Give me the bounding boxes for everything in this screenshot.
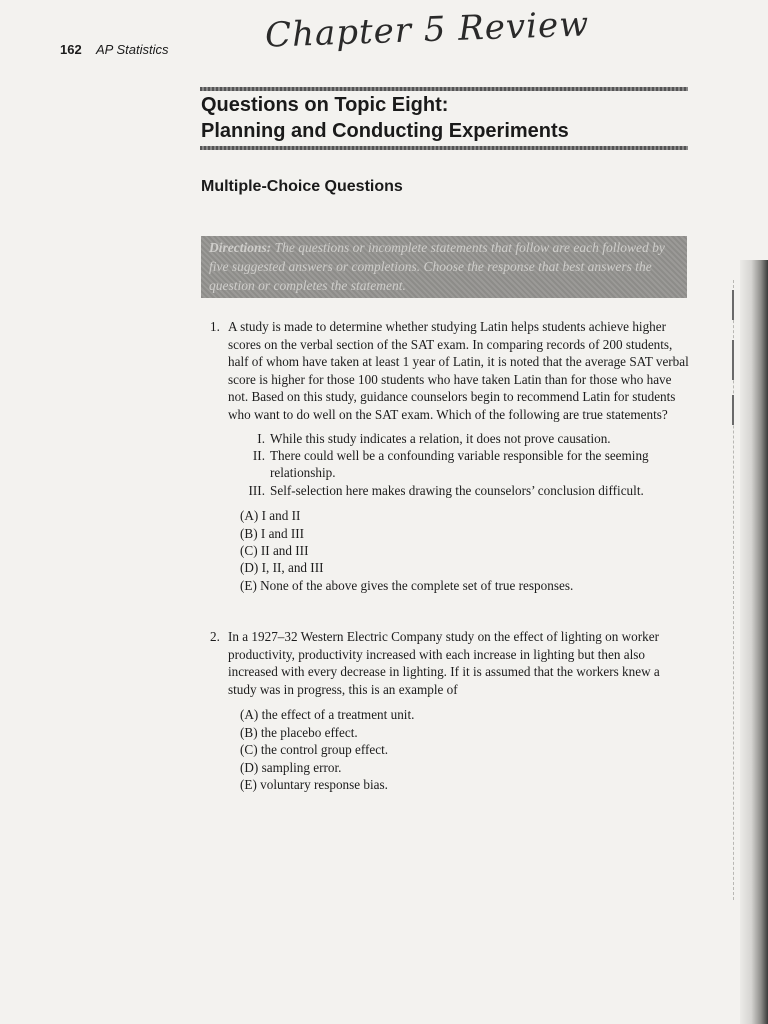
question-number: 1. <box>210 319 220 334</box>
question-1 <box>210 318 690 594</box>
answer-option-c: (C) the control group effect. <box>240 742 389 758</box>
topic-title-line1: Questions on Topic Eight: <box>201 94 449 116</box>
directions-label: Directions: <box>209 240 272 255</box>
statement-label: II. <box>252 447 265 463</box>
statement-label: I. <box>257 430 265 446</box>
statement-label: III. <box>248 482 265 498</box>
answer-option-d: (D) sampling error. <box>240 759 342 775</box>
statement-list <box>242 430 690 500</box>
page-number: 162 <box>60 42 82 57</box>
statement-text: Self-selection here makes drawing the counselors’ conclusion difficult. <box>270 482 644 498</box>
directions-text: The questions or incomplete statements that follow are each followed by five suggested answers or completions. Choose the response that best answers the question or completes the statement. <box>209 240 665 293</box>
margin-mark <box>732 395 734 425</box>
statement-item <box>242 482 690 499</box>
section-title: Multiple-Choice Questions <box>201 178 403 195</box>
question-stem: A study is made to determine whether studying Latin helps students achieve higher scores on the verbal section of the SAT exam. In comparing records of 200 students, half of whom have taken at least 1 year of Latin, it is noted that the average SAT verbal score is higher for those 100 students who have taken Latin than for those who have not. Based on this study, guidance counselors begin to recommend Latin for students who want to do well on the SAT exam. Which of the following are true statements? <box>228 319 689 422</box>
handwritten-note: Chapter 5 Review <box>264 4 590 56</box>
margin-mark <box>732 340 734 380</box>
answer-options <box>240 706 690 793</box>
statement-item <box>242 447 690 482</box>
answer-option-c: (C) II and III <box>240 543 309 558</box>
answer-option-d: (D) I, II, and III <box>240 560 324 576</box>
answer-option-e: (E) None of the above gives the complete set of true responses. <box>240 577 574 593</box>
statement-text: While this study indicates a relation, it does not prove causation. <box>270 430 611 446</box>
question-number: 2. <box>210 629 220 644</box>
title-rule-top <box>200 87 688 91</box>
answer-option-b: (B) I and III <box>240 525 305 541</box>
question-stem: In a 1927–32 Western Electric Company study on the effect of lighting on worker productivity, productivity increased with each increase in lighting but then also increased with every decrease in lighting. If it is assumed that the workers knew a study was in progress, this is an example of <box>228 629 660 697</box>
answer-option-e: (E) voluntary response bias. <box>240 777 388 792</box>
statement-text: There could well be a confounding variable responsible for the seeming relationship. <box>270 447 649 481</box>
answer-option-a: (A) I and II <box>240 508 301 524</box>
page-edge-shadow <box>740 260 768 1024</box>
directions-box <box>201 236 687 298</box>
answer-option-b: (B) the placebo effect. <box>240 724 358 740</box>
statement-item <box>242 430 690 447</box>
topic-title-line2: Planning and Conducting Experiments <box>201 120 569 142</box>
answer-options <box>240 507 690 594</box>
title-rule-bottom <box>200 146 688 150</box>
page-edge-fold <box>733 280 740 900</box>
question-2 <box>210 628 690 793</box>
answer-option-a: (A) the effect of a treatment unit. <box>240 707 415 723</box>
running-header: AP Statistics <box>96 42 169 57</box>
margin-mark <box>732 290 734 320</box>
topic-title <box>201 92 569 144</box>
